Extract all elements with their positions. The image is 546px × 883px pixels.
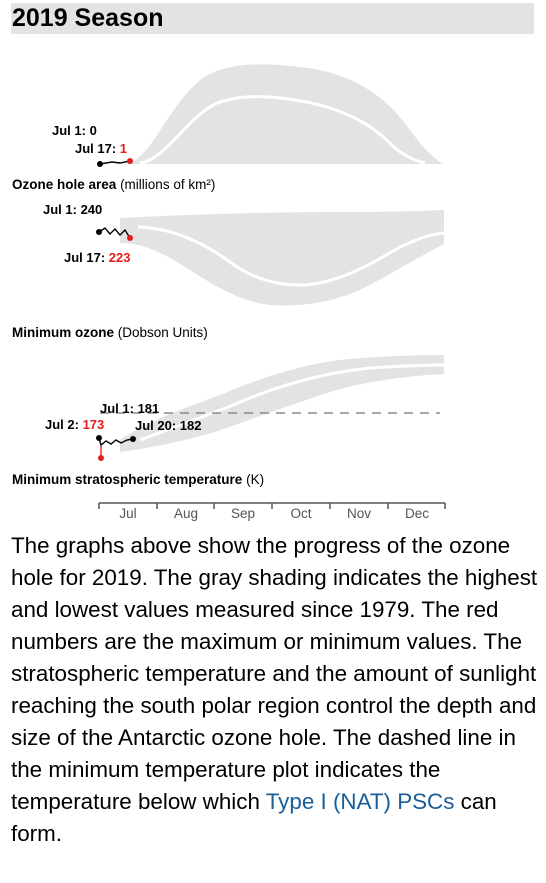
month-label-nov: Nov	[346, 506, 372, 521]
ozone-area-2019-line	[100, 161, 130, 164]
month-label-aug: Aug	[173, 506, 199, 521]
min-ozone-ann-jul17: Jul 17: 223	[64, 250, 131, 265]
ozone-area-start-point	[97, 161, 103, 167]
min-temp-range-band	[120, 355, 444, 452]
min-ozone-range-band	[120, 210, 444, 305]
ozone-area-ann-jul1: Jul 1: 0	[52, 123, 97, 138]
min-temp-ann-jul20: Jul 20: 182	[135, 418, 202, 433]
month-label-jul: Jul	[119, 506, 137, 521]
page-title: 2019 Season	[12, 4, 164, 32]
min-temp-start-point	[96, 435, 102, 441]
ozone-area-ann-jul17: Jul 17: 1	[75, 141, 128, 156]
min-ozone-start-point	[96, 229, 102, 235]
min-temp-ann-jul2: Jul 2: 173	[45, 417, 105, 432]
min-temp-jul20-point	[130, 436, 136, 442]
description-paragraph	[11, 530, 539, 850]
chart-ozone-hole-area	[12, 64, 444, 192]
title-bar	[11, 3, 534, 34]
ozone-season-charts	[0, 40, 546, 522]
month-label-dec: Dec	[404, 506, 430, 521]
ozone-area-max-point	[127, 158, 133, 164]
chart-minimum-ozone	[12, 202, 444, 340]
min-temp-ann-jul1: Jul 1: 181	[100, 401, 160, 416]
chart-minimum-temperature	[12, 355, 444, 487]
min-ozone-min-point	[127, 235, 133, 241]
min-ozone-ann-jul1: Jul 1: 240	[43, 202, 103, 217]
min-ozone-axis-title: Minimum ozone (Dobson Units)	[12, 325, 208, 340]
month-label-sep: Sep	[230, 506, 256, 521]
min-temp-axis-title: Minimum stratospheric temperature (K)	[12, 472, 265, 487]
month-label-oct: Oct	[290, 506, 312, 521]
nat-psc-link[interactable]: Type I (NAT) PSCs	[265, 789, 455, 814]
description-text: The graphs above show the progress of the ozone hole for 2019. The gray shading indicates the highest and lowest values measured since 1979. The red numbers are the maximum or minimum values. The stratospheric temperature and the amount of sunlight reaching the south polar region control the depth and size of the Antarctic ozone hole. The dashed line in the minimum temperature plot indicates the temperature below which	[11, 533, 538, 814]
month-axis	[99, 503, 445, 521]
ozone-area-axis-title: Ozone hole area (millions of km²)	[12, 177, 216, 192]
description-text-end: can form.	[11, 789, 497, 846]
